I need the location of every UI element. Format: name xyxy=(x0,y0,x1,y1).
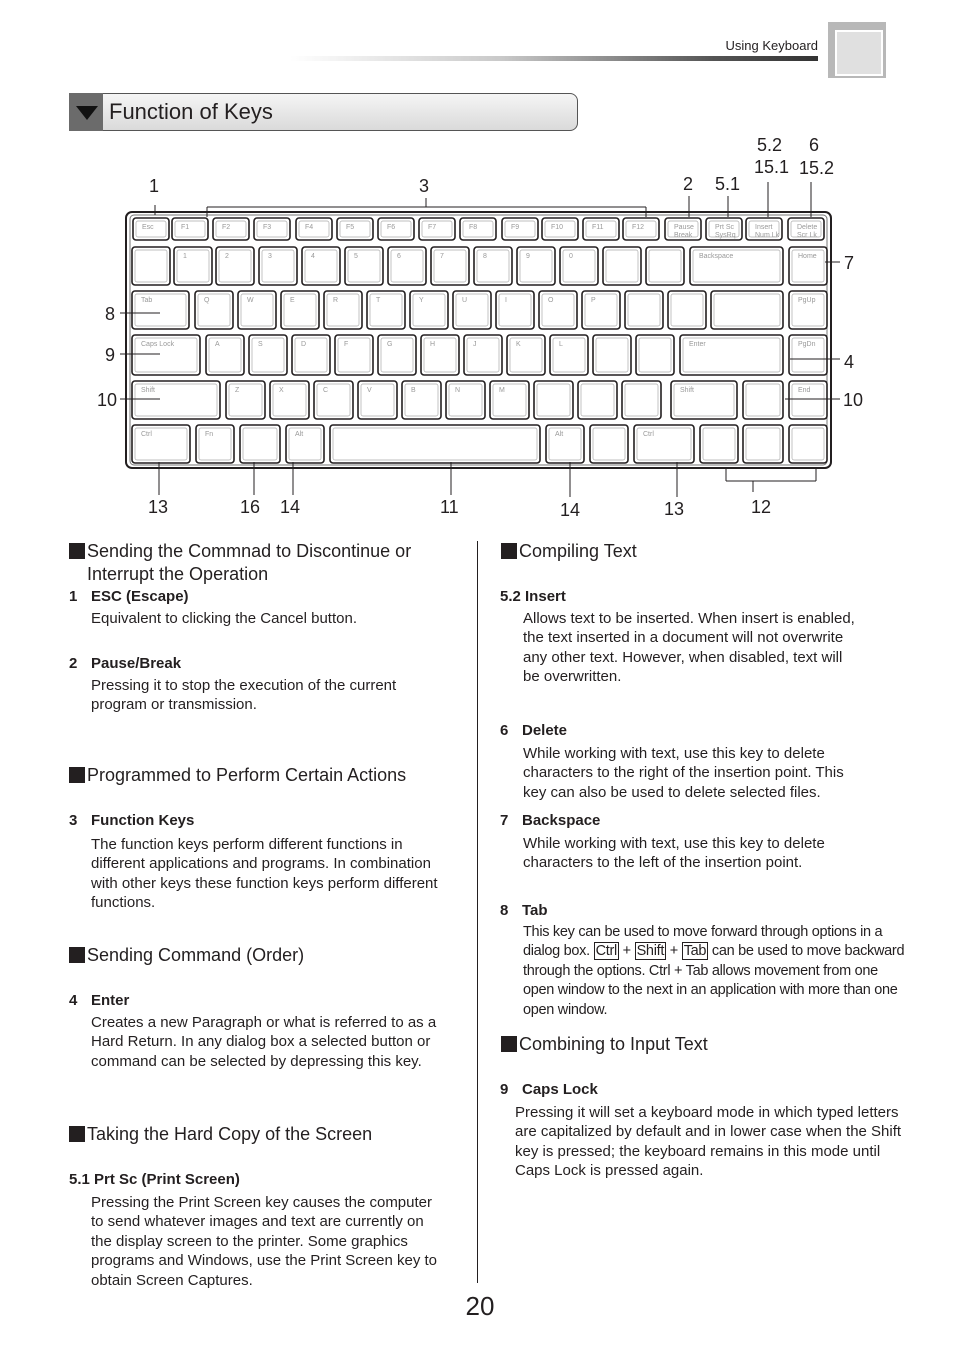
keyboard-diagram xyxy=(0,0,954,540)
key-legend: PgUp xyxy=(798,297,816,304)
key-legend: L xyxy=(559,341,563,348)
key-legend: I xyxy=(505,297,507,304)
item-title-backspace: 7 Backspace xyxy=(500,812,601,829)
key-legend: S xyxy=(258,341,263,348)
item-title-caps-lock: 9 Caps Lock xyxy=(500,1081,598,1098)
keycap xyxy=(410,291,448,329)
keycap xyxy=(196,425,234,463)
key-legend: H xyxy=(430,341,436,348)
running-header: Using Keyboard xyxy=(725,38,818,53)
keycap xyxy=(711,291,783,329)
key-legend: C xyxy=(323,387,329,394)
key-legend: R xyxy=(333,297,339,304)
keycap xyxy=(646,247,684,285)
key-legend: P xyxy=(591,297,596,304)
keycap xyxy=(582,291,620,329)
keycap xyxy=(507,335,545,375)
key-legend: 4 xyxy=(311,253,315,260)
keycap xyxy=(464,335,502,375)
key-legend: 7 xyxy=(440,253,444,260)
key-legend: W xyxy=(247,297,254,304)
key-legend: K xyxy=(516,341,521,348)
callout-label: 7 xyxy=(844,253,855,273)
keycap xyxy=(270,381,309,419)
heading-hard-copy: Taking the Hard Copy of the Screen xyxy=(69,1123,372,1146)
column-divider xyxy=(477,541,478,1283)
key-legend: F9 xyxy=(511,224,520,231)
key-legend: Alt xyxy=(555,431,564,438)
key-legend: O xyxy=(548,297,554,304)
keycap xyxy=(302,247,340,285)
keycap xyxy=(314,381,353,419)
keycap xyxy=(345,247,383,285)
callout-label: 8 xyxy=(105,304,116,324)
key-legend: End xyxy=(798,387,811,394)
keycap xyxy=(324,291,362,329)
keycap xyxy=(238,291,276,329)
key-legend: 3 xyxy=(268,253,272,260)
key-legend: F2 xyxy=(222,224,231,231)
keycap xyxy=(431,247,469,285)
key-legend: Prt Sc xyxy=(715,224,735,231)
key-legend: Pause xyxy=(674,224,694,231)
heading-sending-command: Sending Command (Order) xyxy=(69,944,304,967)
key-legend: Q xyxy=(204,297,210,304)
key-legend: T xyxy=(376,297,381,304)
key-legend: F10 xyxy=(551,224,564,231)
keycap xyxy=(358,381,397,419)
key-legend: G xyxy=(387,341,393,348)
keycap xyxy=(539,291,577,329)
keycap xyxy=(743,381,783,419)
keycap xyxy=(259,247,297,285)
callout-label: 14 xyxy=(280,497,301,517)
keycap xyxy=(700,425,738,463)
keycap xyxy=(743,425,783,463)
key-legend: Home xyxy=(798,253,817,260)
keycap xyxy=(625,291,663,329)
item-body-pause: Pressing it to stop the execution of the current program or transmission. xyxy=(91,677,397,714)
item-body-backspace: While working with text, use this key to delete characters to the left of the insertion point. xyxy=(523,835,825,872)
keycap xyxy=(378,335,416,375)
callout-label: 15.1 xyxy=(754,157,790,177)
keycap xyxy=(335,335,373,375)
callout-label: 2 xyxy=(683,174,694,194)
keycap xyxy=(668,291,706,329)
keycap xyxy=(226,381,265,419)
keycap xyxy=(367,291,405,329)
key-legend: 6 xyxy=(397,253,401,260)
key-legend: Backspace xyxy=(699,253,734,260)
callout-label: 11 xyxy=(440,497,459,517)
keycap xyxy=(496,291,534,329)
item-title-pause: 2 Pause/Break xyxy=(69,655,182,672)
key-legend: F xyxy=(344,341,349,348)
item-title-prtsc: 5.1 Prt Sc (Print Screen) xyxy=(69,1171,240,1188)
keycap xyxy=(517,247,555,285)
keycap xyxy=(388,247,426,285)
key-legend: Caps Lock xyxy=(141,341,175,348)
keycap xyxy=(292,335,330,375)
keycap xyxy=(281,291,319,329)
item-title-delete: 6 Delete xyxy=(500,722,568,739)
keycap xyxy=(446,381,485,419)
heading-discontinue: Sending the Commnad to Discontinue or Interrupt the Operation xyxy=(69,540,411,586)
keycap xyxy=(636,335,674,375)
callout-label: 3 xyxy=(419,176,430,196)
key-legend: F4 xyxy=(305,224,314,231)
item-body-tab: This key can be used to move forward through options in a dialog box. Ctrl + Shift + Tab can be used to move backward through the options. Ctrl + Tab allows movement from one open window to the next in an application with more than one open window. xyxy=(523,924,905,1018)
key-legend: Shift xyxy=(141,387,156,394)
keycap xyxy=(578,381,617,419)
key-sub-legend: Break xyxy=(674,232,693,239)
key-legend: Z xyxy=(235,387,240,394)
key-legend: N xyxy=(455,387,461,394)
item-body-caps-lock: Pressing it will set a keyboard mode in which typed letters are capitalized by default and in lower case when the Shift key is pressed; the keyboard remains in this mode until Caps Lock is pressed again. xyxy=(515,1104,902,1180)
item-title-enter: 4 Enter xyxy=(69,992,130,1009)
item-body-function-keys: The function keys perform different functions in different applications and programs. In combination with other keys these function keys perform different functions. xyxy=(91,836,438,912)
keycap xyxy=(240,425,280,463)
key-sub-legend: SysRq xyxy=(715,232,736,239)
keycap xyxy=(546,425,584,463)
keycap xyxy=(195,291,233,329)
key-legend: 5 xyxy=(354,253,358,260)
item-body-enter: Creates a new Paragraph or what is referred to as a Hard Return. In any dialog box a selected button or command can be selected by depressing this key. xyxy=(91,1014,437,1070)
key-legend: 2 xyxy=(225,253,229,260)
callout-label: 10 xyxy=(843,390,864,410)
item-body-delete: While working with text, use this key to delete characters to the right of the insertion point. This key can also be used to delete selected files. xyxy=(523,745,844,801)
item-body-prtsc: Pressing the Print Screen key causes the computer to send whatever images and text are currently on the display screen to the printer. Some graphics programs and Windows, use the Print Screen key to obtain Screen Captures. xyxy=(91,1194,437,1289)
key-legend: Tab xyxy=(141,297,153,304)
item-body-esc: Equivalent to clicking the Cancel button. xyxy=(91,610,357,627)
callout-label: 10 xyxy=(97,390,118,410)
callout-label: 14 xyxy=(560,500,581,520)
key-legend: Alt xyxy=(295,431,304,438)
item-title-insert: 5.2 Insert xyxy=(500,588,566,605)
key-ctrl: Ctrl xyxy=(595,943,617,960)
callout-label: 12 xyxy=(751,497,772,517)
keycap xyxy=(622,381,661,419)
heading-programmed: Programmed to Perform Certain Actions xyxy=(69,764,406,787)
square-bullet-icon xyxy=(69,543,85,559)
key-legend: U xyxy=(462,297,468,304)
section-title: Function of Keys xyxy=(109,99,273,124)
keycap xyxy=(174,247,212,285)
key-legend: V xyxy=(367,387,372,394)
callout-label: 9 xyxy=(105,345,116,365)
callout-label: 15.2 xyxy=(799,158,835,178)
key-legend: F11 xyxy=(592,224,604,231)
keycap xyxy=(593,335,631,375)
keycap xyxy=(560,247,598,285)
key-sub-legend: Scr Lk xyxy=(797,232,817,239)
key-legend: Delete xyxy=(797,224,818,231)
keycap xyxy=(330,425,540,463)
keycap xyxy=(216,247,254,285)
keycap xyxy=(474,247,512,285)
key-legend: 8 xyxy=(483,253,487,260)
callout-label: 1 xyxy=(149,176,160,196)
heading-combining: Combining to Input Text xyxy=(501,1033,708,1056)
key-legend: A xyxy=(215,341,220,348)
item-body-insert: Allows text to be inserted. When insert is enabled, the text inserted in a document will not overwrite any other text. However, when disabled, text will be overwritten. xyxy=(523,610,855,686)
key-legend: Ctrl xyxy=(643,431,654,438)
keycap xyxy=(789,425,827,463)
key-legend: F12 xyxy=(632,224,645,231)
key-legend: F1 xyxy=(181,224,190,231)
item-title-function-keys: 3 Function Keys xyxy=(69,812,195,829)
key-legend: Y xyxy=(419,297,424,304)
keycap xyxy=(286,425,324,463)
callout-label: 16 xyxy=(240,497,261,517)
key-legend: M xyxy=(499,387,505,394)
callout-label: 4 xyxy=(844,352,855,372)
keycap xyxy=(603,247,641,285)
keycap xyxy=(590,425,628,463)
key-legend: F6 xyxy=(387,224,396,231)
keycap xyxy=(132,247,170,285)
square-bullet-icon xyxy=(501,543,517,559)
key-legend: 9 xyxy=(526,253,530,260)
page-number: 20 xyxy=(465,1291,495,1321)
key-shift: Shift xyxy=(636,943,665,960)
keycap xyxy=(534,381,573,419)
key-legend: F8 xyxy=(469,224,478,231)
key-legend: 1 xyxy=(183,253,187,260)
keycap xyxy=(249,335,287,375)
key-legend: Fn xyxy=(205,431,214,438)
keycap xyxy=(206,335,244,375)
callout-label: 13 xyxy=(664,499,685,519)
keycap xyxy=(490,381,529,419)
callout-label: 6 xyxy=(809,135,820,155)
square-bullet-icon xyxy=(69,947,85,963)
key-legend: F5 xyxy=(346,224,355,231)
key-sub-legend: Num Lk xyxy=(755,232,780,239)
key-legend: E xyxy=(290,297,295,304)
heading-compiling-text: Compiling Text xyxy=(501,540,637,563)
key-legend: Ctrl xyxy=(141,431,152,438)
item-title-esc: 1 ESC (Escape) xyxy=(69,588,189,605)
key-legend: D xyxy=(301,341,307,348)
key-tab: Tab xyxy=(683,943,707,960)
key-legend: F7 xyxy=(428,224,437,231)
key-legend: B xyxy=(411,387,416,394)
callout-label: 5.2 xyxy=(757,135,783,155)
key-legend: 0 xyxy=(569,253,573,260)
key-legend: PgDn xyxy=(798,341,816,348)
keycap xyxy=(421,335,459,375)
keycap xyxy=(453,291,491,329)
key-legend: Enter xyxy=(689,341,706,348)
square-bullet-icon xyxy=(69,1126,85,1142)
callout-label: 5.1 xyxy=(715,174,741,194)
key-legend: Shift xyxy=(680,387,695,394)
key-legend: Insert xyxy=(755,224,773,231)
keycap xyxy=(550,335,588,375)
key-legend: J xyxy=(473,341,477,348)
callout-label: 13 xyxy=(148,497,169,517)
key-legend: F3 xyxy=(263,224,272,231)
keycap xyxy=(402,381,441,419)
key-legend: X xyxy=(279,387,284,394)
square-bullet-icon xyxy=(69,767,85,783)
key-legend: Esc xyxy=(142,224,154,231)
square-bullet-icon xyxy=(501,1036,517,1052)
item-title-tab: 8 Tab xyxy=(500,902,548,919)
